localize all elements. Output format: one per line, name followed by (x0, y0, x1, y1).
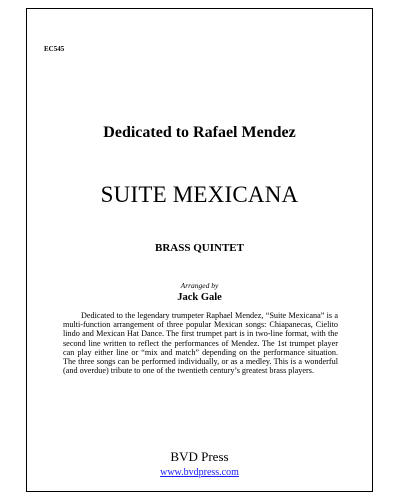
arranged-by-label: Arranged by (180, 281, 219, 290)
description-paragraph: Dedicated to the legendary trumpeter Raphael Mendez, “Suite Mexicana” is a multi-function arrangement of three popular Mexican songs: Chiapanecas, Cielito lindo and Mexican Hat Dance. The first trumpet part is in two-line format, with the second line written to reflect the performances of Mendez. The 1st trumpet player can play either line or “mix and match” depending on the performance situation. The three songs can be performed individually, or as a medley. This is a wonderful (and overdue) tribute to one of the twentieth century’s greatest brass players. (63, 311, 338, 376)
ensemble-label: BRASS QUINTET (155, 242, 244, 254)
cover-page (26, 8, 373, 492)
publisher-name: BVD Press (170, 449, 229, 464)
arranger-name: Jack Gale (177, 292, 222, 303)
catalog-code: EC545 (44, 45, 65, 53)
page-title: SUITE MEXICANA (100, 182, 299, 207)
dedication: Dedicated to Rafael Mendez (103, 124, 296, 141)
website-link[interactable]: www.bvdpress.com (160, 467, 239, 478)
